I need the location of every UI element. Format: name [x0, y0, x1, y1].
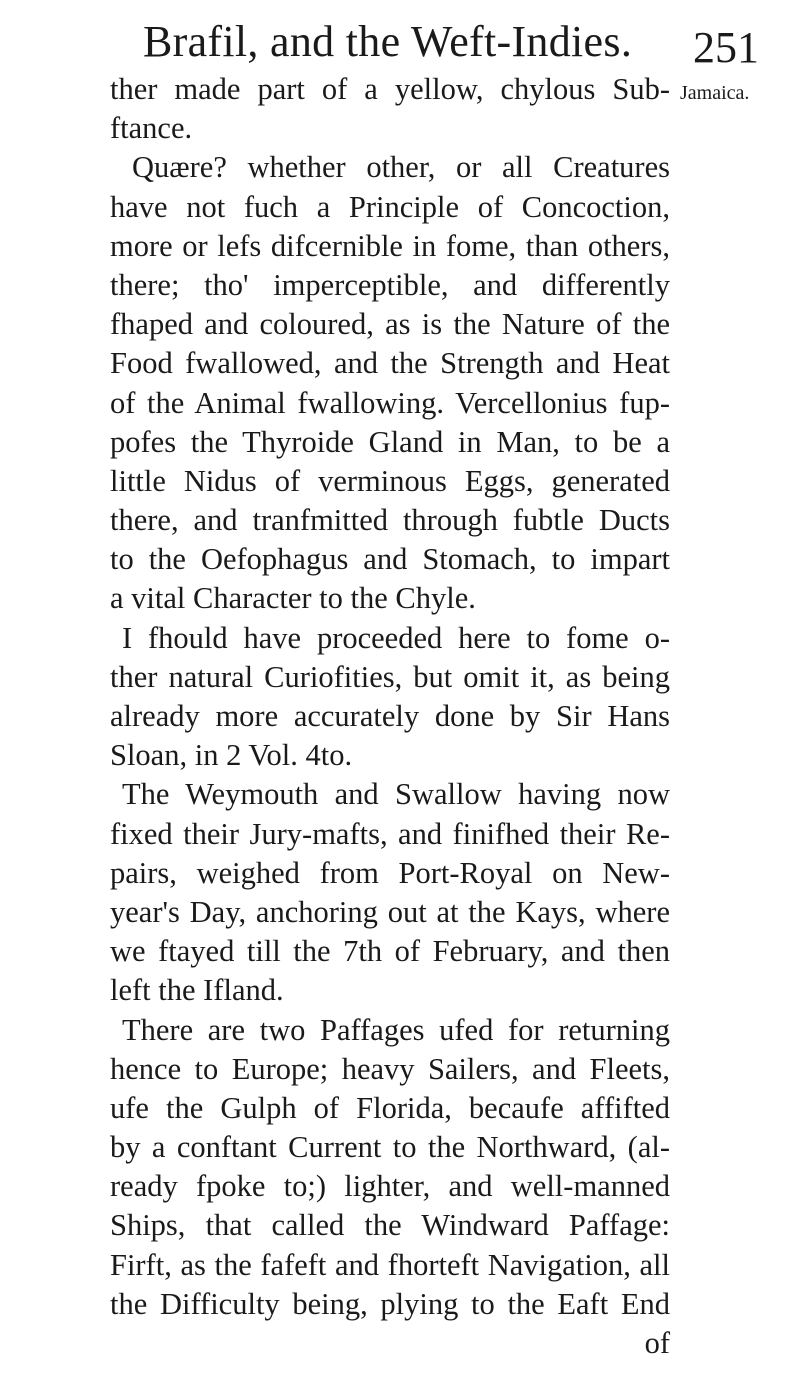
text-line: fixed their Jury-mafts, and finifhed their Re- [110, 816, 670, 851]
text-line: fhaped and coloured, as is the Nature of the [110, 307, 670, 342]
body-text [110, 70, 670, 1363]
text-line: ufe the Gulph of Florida, becaufe affifted [110, 1090, 670, 1125]
text-line: The Weymouth and Swallow having now [122, 777, 670, 812]
text-line: Sloan, in 2 Vol. 4to. [110, 738, 353, 773]
text-line: ther made part of a yellow, chylous Sub- [110, 72, 670, 106]
text-line: ready fpoke to;) lighter, and well-manned [110, 1169, 670, 1204]
catchword: of [644, 1326, 670, 1360]
text-line: there; tho' imperceptible, and differently [110, 267, 670, 302]
text-line: hence to Europe; heavy Sailers, and Fleets, [110, 1051, 670, 1086]
text-line: the Difficulty being, plying to the Eaft End [110, 1286, 670, 1321]
text-line: Food fwallowed, and the Strength and Heat [110, 346, 670, 381]
text-line: year's Day, anchoring out at the Kays, where [110, 894, 670, 929]
text-line: ther natural Curiofities, but omit it, as being [110, 659, 670, 694]
text-line: little Nidus of verminous Eggs, generated [110, 463, 670, 498]
text-line: Ships, that called the Windward Paffage: [110, 1208, 670, 1243]
text-line: pairs, weighed from Port-Royal on New- [110, 855, 670, 890]
text-line: by a conftant Current to the Northward, (al- [110, 1130, 670, 1165]
text-line: a vital Character to the Chyle. [110, 581, 476, 616]
text-line: pofes the Thyroide Gland in Man, to be a [110, 424, 670, 459]
text-line: ftance. [110, 111, 193, 146]
text-line: There are two Paffages ufed for returning [122, 1012, 670, 1047]
text-line: left the Ifland. [110, 973, 284, 1008]
text-line: we ftayed till the 7th of February, and then [110, 934, 670, 969]
text-line: of the Animal fwallowing. Vercellonius fup- [110, 385, 670, 420]
margin-note: Jamaica. [680, 82, 750, 104]
text-line: already more accurately done by Sir Hans [110, 699, 670, 733]
text-line: Firft, as the fafeft and fhorteft Navigation, all [110, 1247, 670, 1282]
text-line: I fhould have proceeded here to fome o- [122, 620, 670, 655]
text-line: more or lefs difcernible in fome, than others, [110, 228, 670, 263]
text-line: Quære? whether other, or all Creatures [132, 150, 670, 185]
running-title: Brafil, and the Weft-Indies. [143, 17, 633, 66]
text-line: to the Oefophagus and Stomach, to impart [110, 542, 670, 577]
page-number: 251 [693, 23, 759, 72]
text-line: have not fuch a Principle of Concoction, [110, 189, 670, 224]
text-line: there, and tranfmitted through fubtle Ducts [110, 503, 670, 538]
